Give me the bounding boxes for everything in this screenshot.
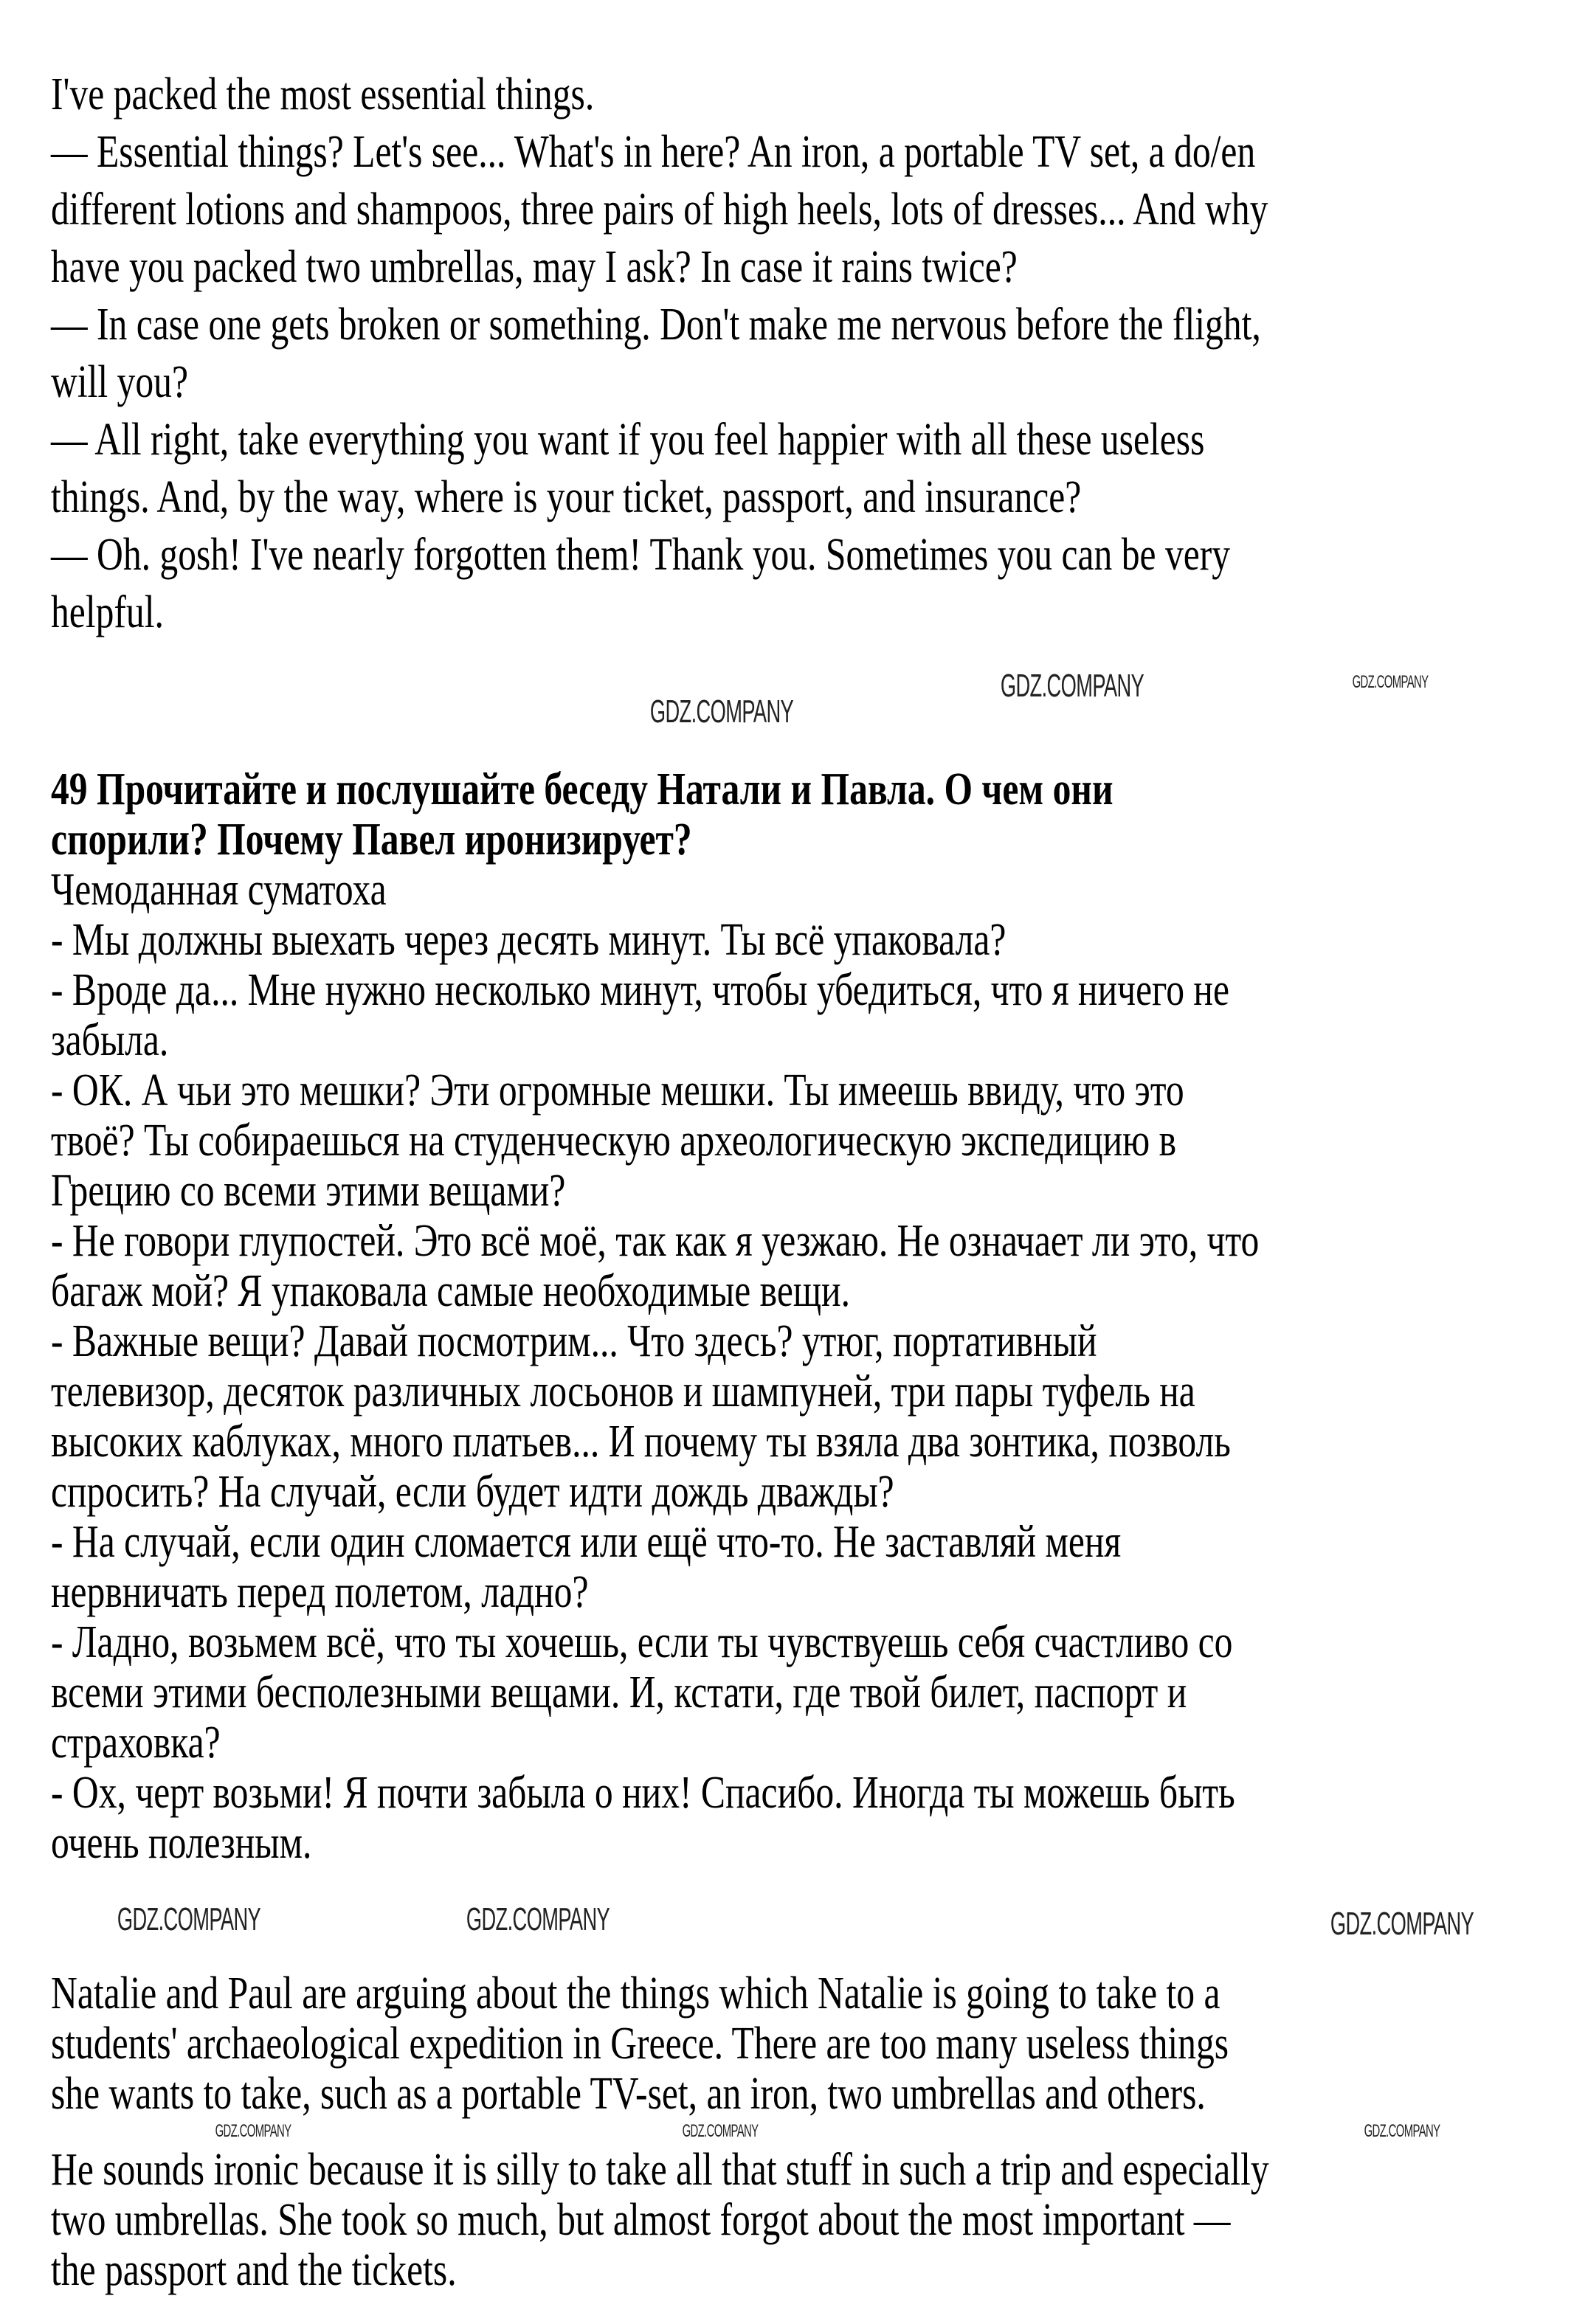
text-line: — In case one gets broken or something. Don't make me nervous before the flight, [51, 300, 1261, 350]
watermark: GDZ.COMPANY [215, 2121, 291, 2141]
text-line: I've packed the most essential things. [51, 69, 595, 120]
text-line: - Не говори глупостей. Это всё моё, так как я уезжаю. Не означает ли это, что [51, 1216, 1260, 1266]
text-line: Natalie and Paul are arguing about the things which Natalie is going to take to a [51, 1968, 1220, 2019]
text-line: телевизор, десяток различных лосьонов и шампуней, три пары туфель на [51, 1366, 1195, 1417]
dialogue-title: Чемоданная суматоха [51, 865, 387, 915]
text-line: — Oh. gosh! I've nearly forgotten them! Thank you. Sometimes you can be very [51, 530, 1231, 580]
text-line: — All right, take everything you want if you feel happier with all these useless [51, 415, 1205, 465]
task-section [51, 764, 1561, 1868]
text-line: helpful. [51, 587, 164, 637]
text-line: - Важные вещи? Давай посмотрим... Что здесь? утюг, портативный [51, 1316, 1097, 1366]
text-line: - ОК. А чьи это мешки? Эти огромные мешки. Ты имеешь ввиду, что это [51, 1065, 1184, 1116]
text-line: have you packed two umbrellas, may I ask? In case it rains twice? [51, 242, 1018, 292]
text-line: - Ох, черт возьми! Я почти забыла о них! Спасибо. Иногда ты можешь быть [51, 1768, 1235, 1818]
text-line: — Essential things? Let's see... What's in here? An iron, a portable TV set, a do/en [51, 127, 1256, 177]
task-heading: 49 Прочитайте и послушайте беседу Натали и Павла. О чем они [51, 764, 1113, 815]
text-line: Грецию со всеми этими вещами? [51, 1166, 566, 1216]
text-line: two umbrellas. She took so much, but almost forgot about the most important — [51, 2195, 1231, 2245]
text-line: students' archaeological expedition in Greece. There are too many useless things [51, 2019, 1229, 2069]
text-line: different lotions and shampoos, three pairs of high heels, lots of dresses... And why [51, 184, 1268, 235]
watermark: GDZ.COMPANY [1352, 672, 1429, 692]
text-line: things. And, by the way, where is your ticket, passport, and insurance? [51, 472, 1082, 522]
text-line: the passport and the tickets. [51, 2245, 457, 2295]
watermark: GDZ.COMPANY [1000, 668, 1144, 704]
text-line: всеми этими бесполезными вещами. И, кстати, где твой билет, паспорт и [51, 1667, 1187, 1718]
watermark: GDZ.COMPANY [1364, 2121, 1440, 2141]
text-line: страховка? [51, 1718, 221, 1768]
watermark: GDZ.COMPANY [117, 1901, 261, 1937]
english-dialogue [51, 66, 1571, 641]
text-line: спросить? На случай, если будет идти дождь дважды? [51, 1467, 894, 1517]
text-line: твоё? Ты собираешься на студенческую археологическую экспедицию в [51, 1116, 1176, 1166]
text-line: нервничать перед полетом, ладно? [51, 1567, 589, 1617]
answer-paragraph-2 [51, 2145, 1571, 2295]
text-line: высоких каблуках, много платьев... И почему ты взяла два зонтика, позволь [51, 1417, 1231, 1467]
text-line: she wants to take, such as a portable TV-set, an iron, two umbrellas and others. [51, 2069, 1206, 2119]
text-line: will you? [51, 357, 188, 407]
text-line: багаж мой? Я упаковала самые необходимые вещи. [51, 1266, 850, 1316]
task-heading: спорили? Почему Павел иронизирует? [51, 815, 692, 865]
text-line: - Мы должны выехать через десять минут. Ты всё упаковала? [51, 915, 1007, 965]
watermark: GDZ.COMPANY [1330, 1906, 1474, 1942]
watermark: GDZ.COMPANY [649, 694, 794, 730]
text-line: - На случай, если один сломается или ещё что-то. Не заставляй меня [51, 1517, 1122, 1567]
text-line: забыла. [51, 1015, 169, 1065]
text-line: He sounds ironic because it is silly to take all that stuff in such a trip and especially [51, 2145, 1269, 2195]
text-line: - Вроде да... Мне нужно несколько минут, чтобы убедиться, что я ничего не [51, 965, 1229, 1015]
text-line: - Ладно, возьмем всё, что ты хочешь, если ты чувствуешь себя счастливо со [51, 1617, 1233, 1667]
text-line: очень полезным. [51, 1818, 312, 1868]
watermark: GDZ.COMPANY [466, 1901, 610, 1937]
answer-paragraph-1 [51, 1968, 1523, 2119]
watermark: GDZ.COMPANY [682, 2121, 759, 2141]
